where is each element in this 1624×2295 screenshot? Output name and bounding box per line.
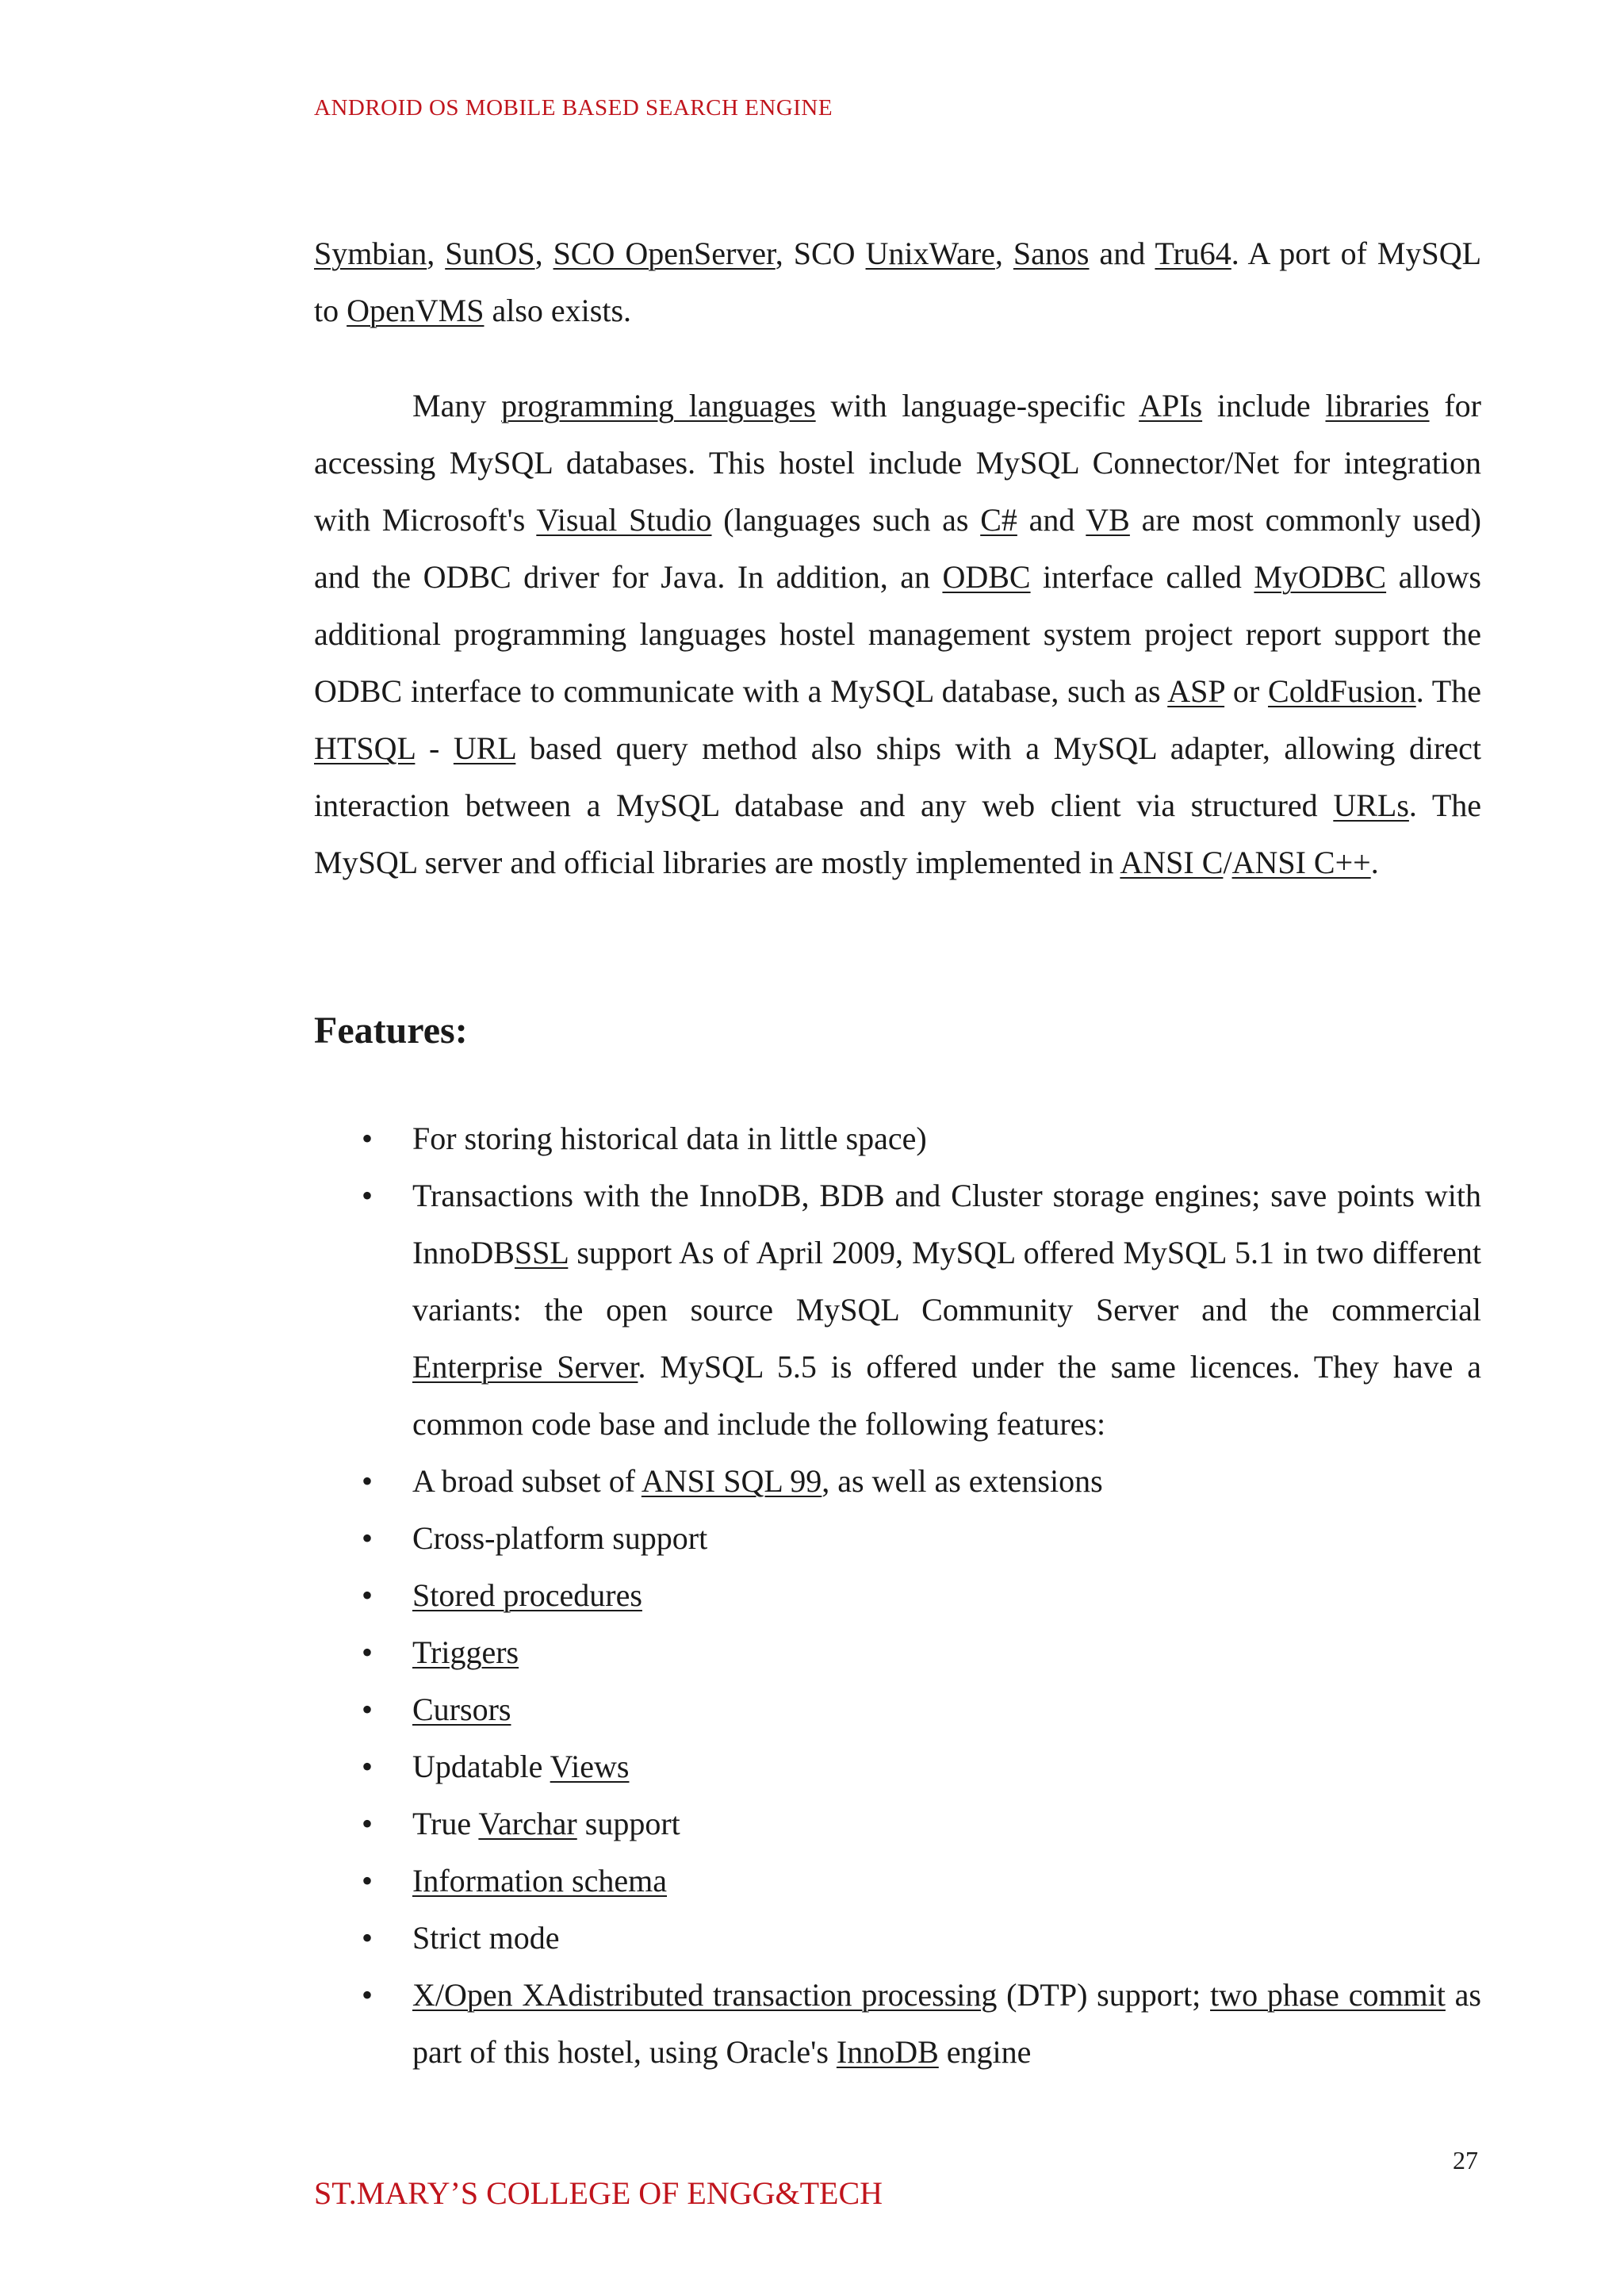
text-run: support [576,1806,680,1841]
text-run: , [994,236,1013,271]
text-run: . [1370,845,1379,880]
feature-item [314,1967,1481,2081]
text-run: include [1202,388,1326,423]
feature-item [314,1681,1481,1738]
bullet-icon: • [362,1634,373,1670]
text-run: and [1017,502,1086,538]
hyperlink-text[interactable]: SCO OpenServer [553,236,776,271]
text-run: support As of April 2009, MySQL offered MySQL 5.1 in two different variants: the open source MySQL Community Server and the commercial [412,1235,1481,1328]
bullet-icon: • [362,1692,373,1727]
hyperlink-text[interactable]: Cursors [412,1692,511,1727]
feature-item [314,1167,1481,1453]
text-run: . A port of MySQL to [314,236,1482,328]
hyperlink-text[interactable]: OpenVMS [347,293,485,328]
text-run: for accessing MySQL databases. This hostel include MySQL Connector/Net for integration with Microsoft's [314,388,1482,538]
hyperlink-text[interactable]: C# [980,502,1017,538]
text-run: interface called [1030,559,1254,595]
text-run: also exists. [484,293,632,328]
text-run: (languages such as [711,502,981,538]
hyperlink-text[interactable]: Stored procedures [412,1577,642,1613]
hyperlink-text[interactable]: SSL [514,1235,569,1270]
text-run: True [412,1806,479,1841]
text-run: - [415,730,454,766]
text-run: and [1089,236,1155,271]
text-run: . The [1415,673,1481,709]
feature-item [314,1453,1481,1510]
hyperlink-text[interactable]: Views [550,1749,630,1784]
bullet-icon: • [362,1863,373,1898]
text-run: based query method also ships with a MySQL adapter, allowing direct interaction between a MySQL database and any web client via structured [314,730,1482,823]
bullet-icon: • [362,1977,373,2013]
hyperlink-text[interactable]: Visual Studio [536,502,712,538]
text-run: For storing historical data in little space) [412,1121,927,1156]
feature-item [314,1795,1481,1852]
text-run: , [427,236,446,271]
feature-item [314,1567,1481,1624]
hyperlink-text[interactable]: HTSQL [314,730,416,766]
text-run: . The MySQL server and official libraries are mostly implemented in [314,787,1482,880]
text-run: are most commonly used) and the ODBC driver for Java. In addition, an [314,502,1481,595]
feature-item [314,1510,1481,1567]
hyperlink-text[interactable]: X/Open XAdistributed transaction processing [412,1977,998,2013]
text-run: , [534,236,553,271]
hyperlink-text[interactable]: libraries [1325,388,1430,423]
hyperlink-text[interactable]: ASP [1167,673,1225,709]
text-run: Transactions with the InnoDB, BDB and Cluster storage engines; save points with InnoDB [412,1178,1481,1270]
hyperlink-text[interactable]: Enterprise Server [412,1349,638,1385]
text-run: . MySQL 5.5 is offered under the same licences. They have a common code base and include the following features: [412,1349,1481,1442]
hyperlink-text[interactable]: VB [1086,502,1130,538]
text-run: A broad subset of [412,1463,642,1499]
bullet-icon: • [362,1920,373,1956]
bullet-icon: • [362,1806,373,1841]
hyperlink-text[interactable]: InnoDB [836,2034,939,2070]
hyperlink-text[interactable]: ColdFusion [1268,673,1416,709]
feature-item [314,1624,1481,1681]
hyperlink-text[interactable]: Information schema [412,1863,667,1898]
bullet-icon: • [362,1749,373,1784]
hyperlink-text[interactable]: URL [453,730,516,766]
features-list [314,1110,1481,2081]
bullet-icon: • [362,1520,373,1556]
text-run: engine [938,2034,1032,2070]
hyperlink-text[interactable]: programming languages [501,388,816,423]
hyperlink-text[interactable]: MyODBC [1254,559,1387,595]
hyperlink-text[interactable]: ODBC [942,559,1031,595]
text-run: with language-specific [815,388,1139,423]
hyperlink-text[interactable]: ANSI C [1120,845,1224,880]
bullet-icon: • [362,1178,373,1213]
text-run: (DTP) support; [997,1977,1211,2013]
running-footer: ST.MARY’S COLLEGE OF ENGG&TECH [314,2175,883,2211]
hyperlink-text[interactable]: Symbian [314,236,427,271]
text-run: as part of this hostel, using Oracle's [412,1977,1482,2070]
hyperlink-text[interactable]: Varchar [478,1806,577,1841]
feature-item [314,1852,1481,1910]
hyperlink-text[interactable]: ANSI SQL 99 [641,1463,822,1499]
running-header: ANDROID OS MOBILE BASED SEARCH ENGINE [314,95,833,121]
text-run: Strict mode [412,1920,560,1956]
text-run: Updatable [412,1749,550,1784]
hyperlink-text[interactable]: SunOS [445,236,535,271]
bullet-icon: • [362,1463,373,1499]
bullet-icon: • [362,1577,373,1613]
hyperlink-text[interactable]: Tru64 [1155,236,1231,271]
features-heading: Features: [314,1010,468,1052]
hyperlink-text[interactable]: URLs [1333,787,1409,823]
text-run: Cross-platform support [412,1520,708,1556]
bullet-icon: • [362,1121,373,1156]
text-run: or [1224,673,1269,709]
text-run: / [1223,845,1232,880]
text-run: allows additional programming languages hostel management system project report support the ODBC interface to communicate with a MySQL database, such as [314,559,1482,709]
hyperlink-text[interactable]: ANSI C++ [1231,845,1371,880]
hyperlink-text[interactable]: APIs [1139,388,1203,423]
text-run: , as well as extensions [822,1463,1103,1499]
text-run: , SCO [775,236,866,271]
hyperlink-text[interactable]: UnixWare [865,236,995,271]
feature-item [314,1110,1481,1167]
hyperlink-text[interactable]: Triggers [412,1634,519,1670]
paragraph-languages [314,377,1481,891]
text-run: Many [412,388,502,423]
hyperlink-text[interactable]: Sanos [1013,236,1090,271]
page-number: 27 [1453,2146,1478,2174]
hyperlink-text[interactable]: two phase commit [1210,1977,1446,2013]
feature-item [314,1738,1481,1795]
paragraph-platforms [314,225,1481,339]
feature-item [314,1910,1481,1967]
